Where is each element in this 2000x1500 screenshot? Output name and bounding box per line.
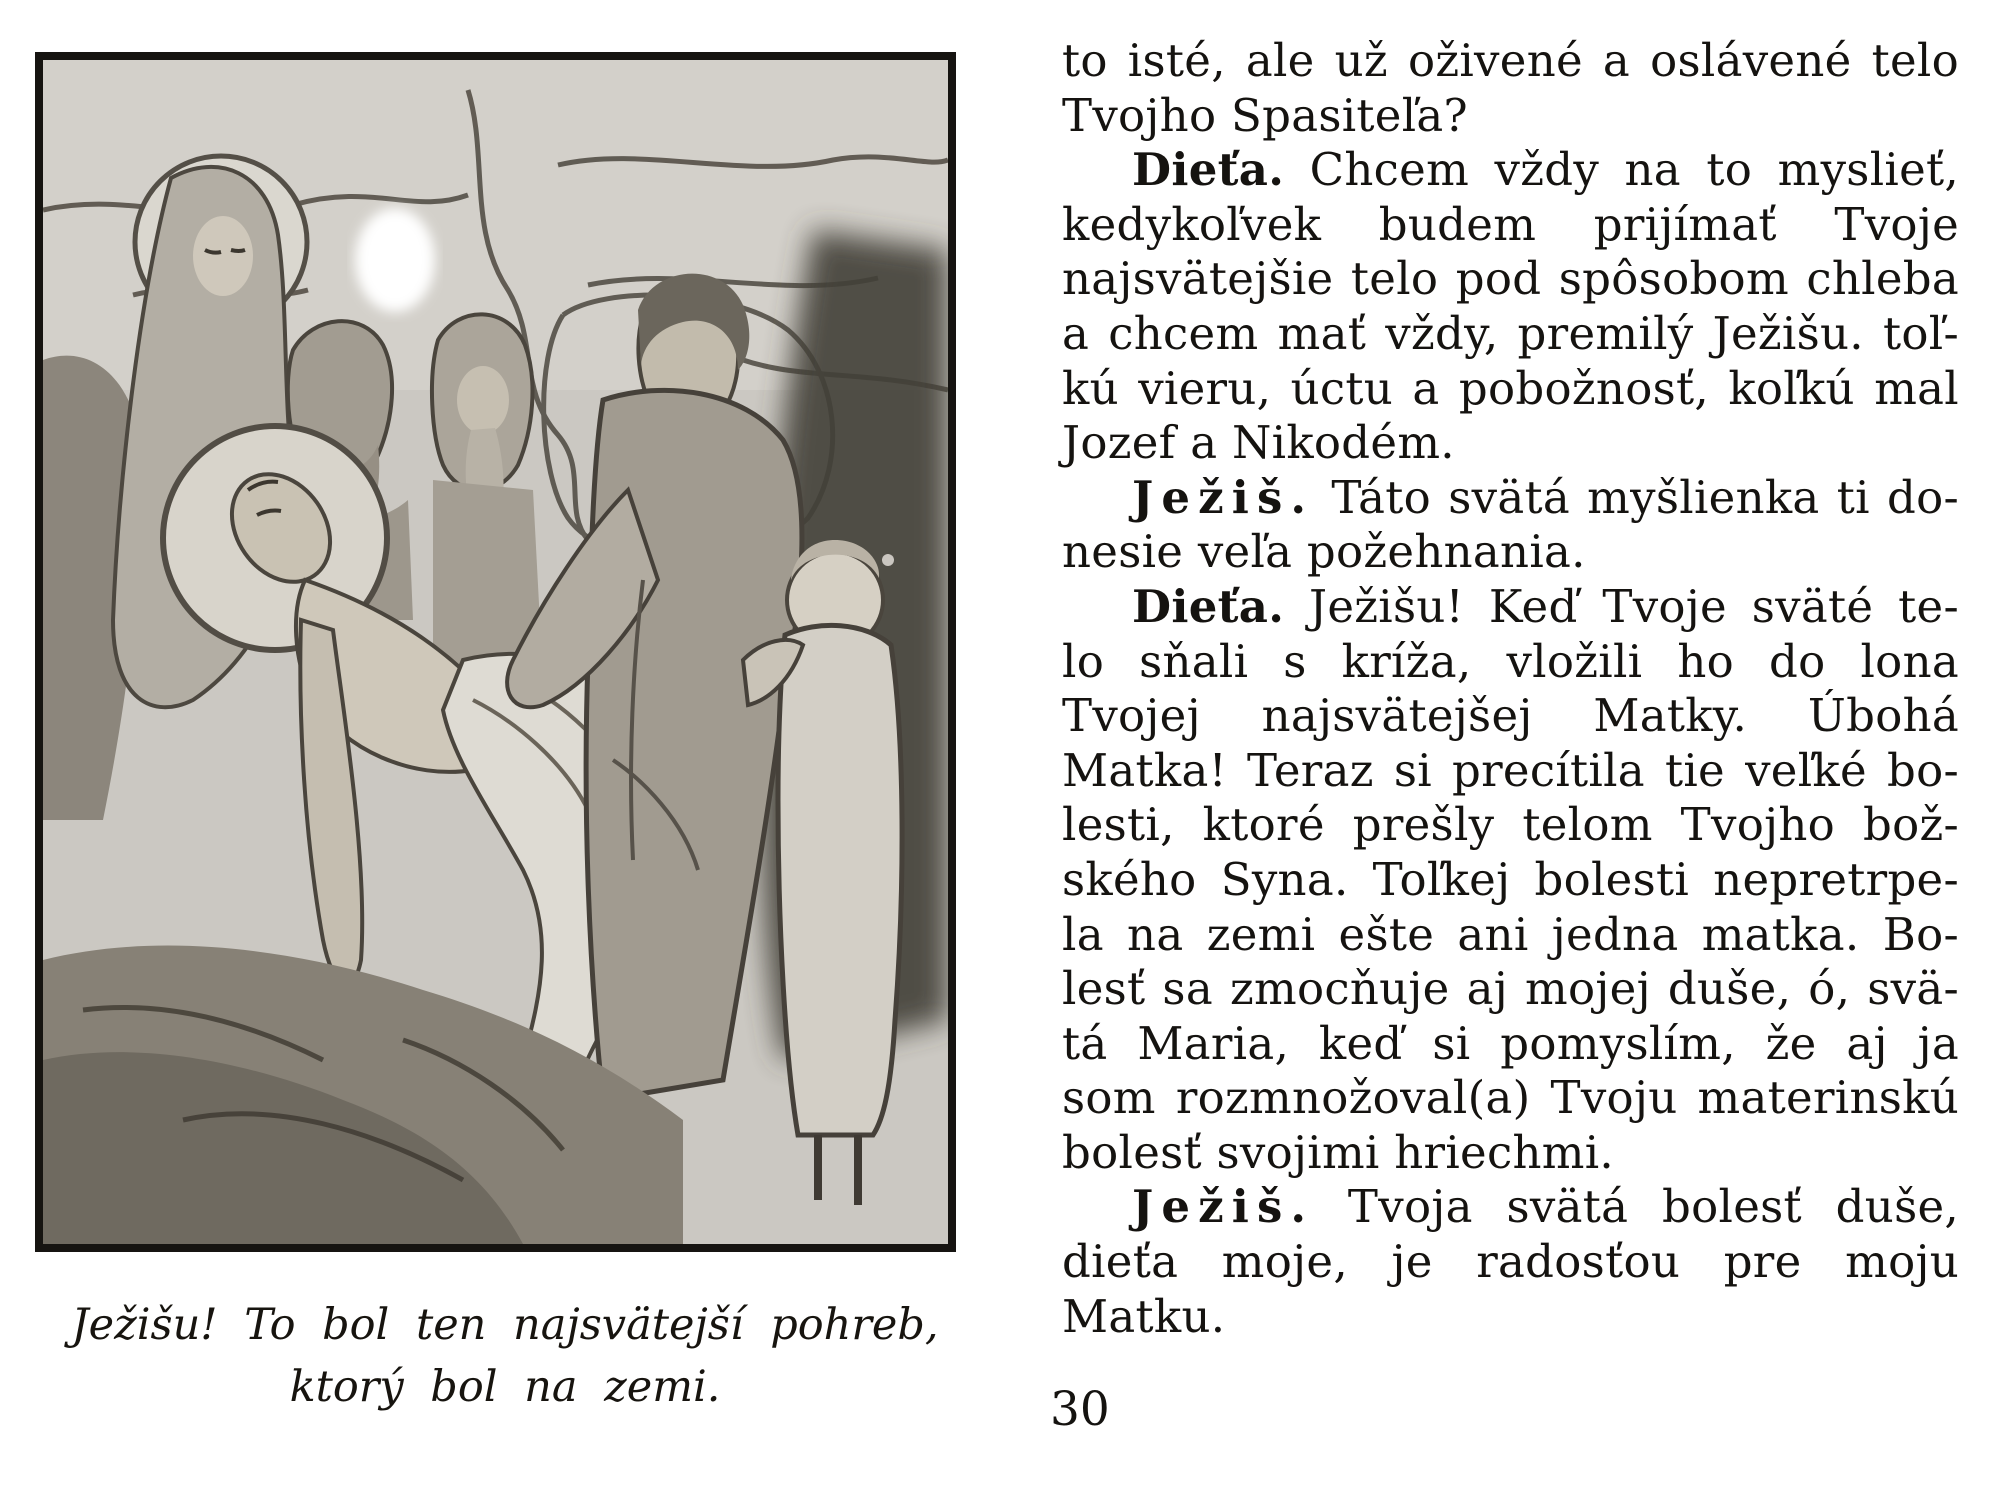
caption-line-2: ktorý bol na zemi. xyxy=(289,1362,721,1412)
speaker-label: Ježiš. xyxy=(1132,1180,1315,1234)
text-line xyxy=(1062,471,1959,526)
text-line xyxy=(1062,1235,1959,1290)
text-segment: Chcem vždy na to myslieť, xyxy=(1284,143,1959,197)
text-line xyxy=(1062,580,1959,635)
text-segment: bolesť svojimi hriechmi. xyxy=(1062,1125,1614,1179)
text-segment: Tvoja svätá bolesť duše, xyxy=(1314,1180,1959,1234)
text-line xyxy=(1062,525,1959,580)
caption-line-1: Ježišu! To bol ten najsvätejší pohreb, xyxy=(71,1300,939,1350)
speaker-label: Dieťa. xyxy=(1132,579,1285,633)
text-segment: kedykoľvek budem prijímať Tvoje xyxy=(1062,197,1959,251)
text-line xyxy=(1062,853,1959,908)
text-line xyxy=(1062,689,1959,744)
text-line xyxy=(1062,34,1959,89)
text-segment: nesie veľa požehnania. xyxy=(1062,525,1586,579)
text-segment: dieťa moje, je radosťou pre moju xyxy=(1062,1235,1959,1289)
text-line xyxy=(1062,1017,1959,1072)
text-segment: ského Syna. Toľkej bolesti nepretrpe- xyxy=(1062,852,1959,906)
text-segment: tá Maria, keď si pomyslím, že aj ja xyxy=(1062,1016,1959,1070)
text-line xyxy=(1062,798,1959,853)
text-line xyxy=(1062,744,1959,799)
deposition-engraving xyxy=(43,60,948,1244)
text-segment: lesti, ktoré prešly telom Tvojho bož- xyxy=(1062,798,1959,852)
text-segment: kú vieru, úctu a pobožnosť, koľkú mal xyxy=(1062,361,1959,415)
text-line xyxy=(1062,1071,1959,1126)
text-segment: a chcem mať vždy, premilý Ježišu. toľ- xyxy=(1062,306,1959,360)
text-segment: Matka! Teraz si precítila tie veľké bo- xyxy=(1062,743,1959,797)
text-line xyxy=(1062,198,1959,253)
page-number: 30 xyxy=(1050,1382,1110,1437)
text-segment: som rozmnožoval(a) Tvoju materinskú xyxy=(1062,1071,1959,1125)
text-line xyxy=(1062,635,1959,690)
text-segment: najsvätejšie telo pod spôsobom chleba xyxy=(1062,252,1959,306)
text-line xyxy=(1062,1126,1959,1181)
text-line xyxy=(1062,416,1959,471)
text-segment: la na zemi ešte ani jedna matka. Bo- xyxy=(1062,907,1959,961)
text-segment: Tvojho Spasiteľa? xyxy=(1062,88,1468,142)
text-segment: Táto svätá myšlienka ti do- xyxy=(1314,470,1959,524)
text-segment: Jozef a Nikodém. xyxy=(1062,416,1455,470)
text-line xyxy=(1062,307,1959,362)
text-line xyxy=(1062,962,1959,1017)
text-line xyxy=(1062,1180,1959,1235)
speaker-label: Ježiš. xyxy=(1132,470,1315,524)
text-line xyxy=(1062,252,1959,307)
text-segment: Tvojej najsvätejšej Matky. Úbohá xyxy=(1062,689,1959,743)
text-segment: to isté, ale už oživené a oslávené telo xyxy=(1062,34,1959,87)
text-segment: Ježišu! Keď Tvoje sväté te- xyxy=(1284,579,1959,633)
text-line xyxy=(1062,908,1959,963)
text-segment: lesť sa zmocňuje aj mojej duše, ó, svä- xyxy=(1062,962,1959,1016)
text-segment: lo sňali s kríža, vložili ho do lona xyxy=(1062,634,1959,688)
illustration-caption xyxy=(35,1294,975,1418)
text-column xyxy=(1062,34,1959,1344)
speaker-label: Dieťa. xyxy=(1132,143,1285,197)
text-line xyxy=(1062,143,1959,198)
illustration-plate xyxy=(35,52,956,1252)
text-line xyxy=(1062,1290,1959,1345)
text-line xyxy=(1062,89,1959,144)
text-segment: Matku. xyxy=(1062,1289,1226,1343)
text-line xyxy=(1062,362,1959,417)
